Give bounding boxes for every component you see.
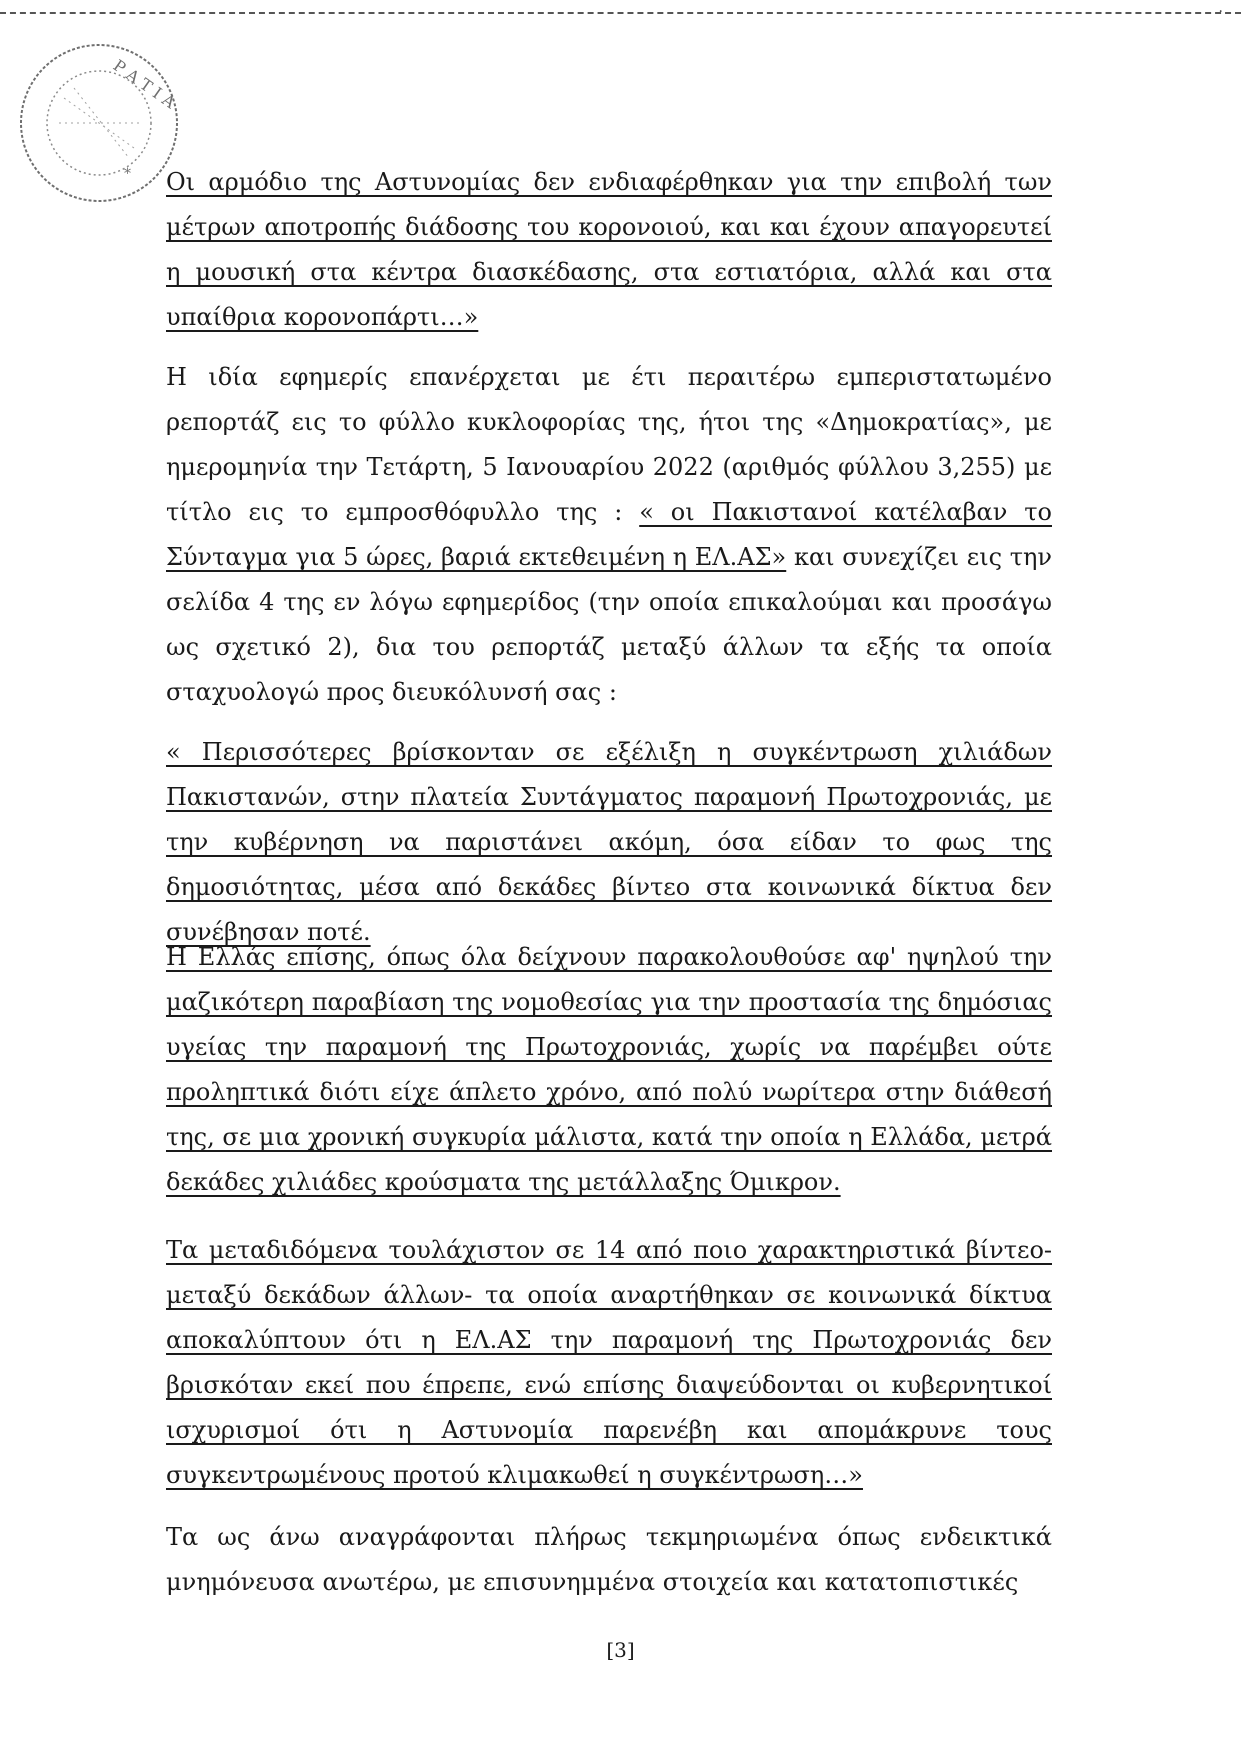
body-text: Η ιδία εφημερίς επανέρχεται με έτι περαιτέρω εμπεριστατωμένο ρεπορτάζ εις το φύλλο κυκλοφορίας της, ήτοι της «Δημοκρατίας», με ημερομηνία την Τετάρτη, 5 Ιανουαρίου 2022 (αριθμός φύλλου 3,255) με τίτλο εις το εμπροσθόφυλλο της : <box>166 363 1052 526</box>
body-text: και συνεχίζει εις την σελίδα 4 της εν λόγω εφημερίδος (την οποία επικαλούμαι και προσάγω ως σχετικό 2), δια του ρεπορτάζ μεταξύ άλλων τα εξής τα οποία σταχυολογώ προς διευκόλυνσή σας : <box>166 543 1053 706</box>
paragraph-quote-1 <box>166 730 1052 955</box>
paragraph-quote-3 <box>166 1228 1052 1498</box>
svg-text:Ρ Α Τ Ι Α: Ρ Α Τ Ι Α <box>109 55 179 113</box>
corner-mark: · <box>1218 4 1223 20</box>
underlined-text: Τα μεταδιδόμενα τουλάχιστον σε 14 από ποιο χαρακτηριστικά βίντεο- μεταξύ δεκάδων άλλων- τα οποία αναρτήθηκαν σε κοινωνικά δίκτυα αποκαλύπτουν ότι η ΕΛ.ΑΣ την παραμονή της Πρωτοχρονιάς δεν βρισκόταν εκεί που έπρεπε, ενώ επίσης διαψεύδονται οι κυβερνητικοί ισχυρισμοί ότι η Αστυνομία παρενέβη και απομάκρυνε τους συγκεντρωμένους προτού κλιμακωθεί η συγκέντρωση…» <box>166 1236 1052 1489</box>
underlined-text: « Περισσότερες βρίσκονταν σε εξέλιξη η συγκέντρωση χιλιάδων Πακιστανών, στην πλατεία Συντάγματος παραμονή Πρωτοχρονιάς, με την κυβέρνηση να παριστάνει ακόμη, όσα είδαν το φως της δημοσιότητας, μέσα από δεκάδες βίντεο στα κοινωνικά δίκτυα δεν συνέβησαν ποτέ. <box>166 738 1052 946</box>
svg-text:*: * <box>124 166 131 182</box>
body-text: Τα ως άνω αναγράφονται πλήρως τεκμηριωμένα όπως ενδεικτικά μνημόνευσα ανωτέρω, με επισυνημμένα στοιχεία και κατατοπιστικές <box>166 1523 1052 1596</box>
paragraph-conclusion <box>166 1515 1052 1605</box>
paragraph-quote-intro <box>166 160 1052 340</box>
underlined-headline: « οι Πακιστανοί κατέλαβαν το Σύνταγμα για 5 ώρες, βαριά εκτεθειμένη η ΕΛ.ΑΣ» <box>166 498 1052 571</box>
paragraph-quote-2 <box>166 935 1052 1205</box>
underlined-text: Οι αρμόδιο της Αστυνομίας δεν ενδιαφέρθηκαν για την επιβολή των μέτρων αποτροπής διάδοσης του κορονοιού, και και έχουν απαγορευτεί η μουσική στα κέντρα διασκέδασης, στα εστιατόρια, αλλά και στα υπαίθρια κορονοπάρτι…» <box>166 168 1052 331</box>
underlined-text: Η Ελλάς επίσης, όπως όλα δείχνουν παρακολουθούσε αφ' ηψηλού την μαζικότερη παραβίαση της νομοθεσίας για την προστασία της δημόσιας υγείας την παραμονή της Πρωτοχρονιάς, χωρίς να παρέμβει ούτε προληπτικά διότι είχε άπλετο χρόνο, από πολύ νωρίτερα στην διάθεσή της, σε μια χρονική συγκυρία μάλιστα, κατά την οποία η Ελλάδα, μετρά δεκάδες χιλιάδες κρούσματα της μετάλλαξης Όμικρον. <box>166 943 1052 1196</box>
top-dashed-rule <box>0 12 1241 14</box>
page-number: [3] <box>606 1638 635 1662</box>
paragraph-newspaper-report <box>166 355 1052 715</box>
